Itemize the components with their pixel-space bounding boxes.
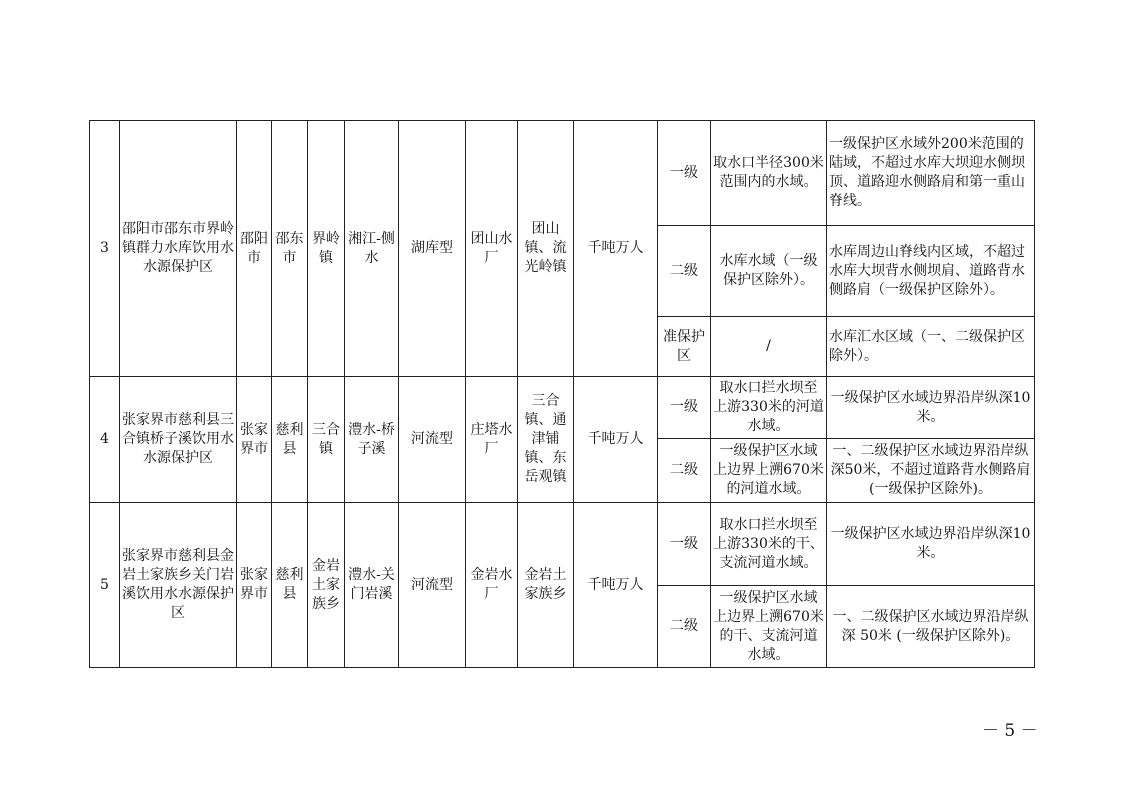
zone-land-area: 水库汇水区域（一、二级保护区除外）。 xyxy=(827,317,1035,377)
source-type: 河流型 xyxy=(399,503,466,668)
zone-land-area: 一级保护区水域边界沿岸纵深10米。 xyxy=(827,377,1035,439)
zone-level: 一级 xyxy=(658,121,711,226)
source-name: 张家界市慈利县三合镇桥子溪饮用水水源保护区 xyxy=(120,377,237,503)
source-name: 张家界市慈利县金岩土家族乡关门岩溪饮用水水源保护区 xyxy=(120,503,237,668)
town: 金岩土家族乡 xyxy=(308,503,345,668)
scale: 千吨万人 xyxy=(574,503,658,668)
source-type: 湖库型 xyxy=(399,121,466,377)
zone-land-area: 一、二级保护区水域边界沿岸纵深 50米 (一级保护区除外)。 xyxy=(827,586,1035,668)
table-row xyxy=(90,121,1035,226)
water-plant: 团山水厂 xyxy=(466,121,518,377)
zone-water-area: 取水口拦水坝至上游330米的干、支流河道水域。 xyxy=(711,503,827,586)
county: 慈利县 xyxy=(272,503,308,668)
zone-land-area: 一级保护区水域外200米范围的陆域，不超过水库大坝迎水侧坝顶、道路迎水侧路肩和第一重山脊线。 xyxy=(827,121,1035,226)
source-name: 邵阳市邵东市界岭镇群力水库饮用水水源保护区 xyxy=(120,121,237,377)
town: 三合镇 xyxy=(308,377,345,503)
zone-level: 一级 xyxy=(658,377,711,439)
supply-area: 团山镇、流光岭镇 xyxy=(518,121,574,377)
zone-level: 一级 xyxy=(658,503,711,586)
river: 澧水-桥子溪 xyxy=(345,377,399,503)
zone-land-area: 水库周边山脊线内区域，不超过水库大坝背水侧坝肩、道路背水侧路肩（一级保护区除外）。 xyxy=(827,226,1035,317)
town: 界岭镇 xyxy=(308,121,345,377)
city: 张家界市 xyxy=(237,503,272,668)
scale: 千吨万人 xyxy=(574,377,658,503)
row-number: 4 xyxy=(90,377,120,503)
page-number: － 5 － xyxy=(982,721,1038,741)
river: 湘江-侧水 xyxy=(345,121,399,377)
water-plant: 庄塔水厂 xyxy=(466,377,518,503)
zone-level: 二级 xyxy=(658,226,711,317)
zone-land-area: 一级保护区水域边界沿岸纵深10米。 xyxy=(827,503,1035,586)
county: 慈利县 xyxy=(272,377,308,503)
city: 张家界市 xyxy=(237,377,272,503)
table-row xyxy=(90,377,1035,439)
zone-water-area: 取水口半径300米范围内的水域。 xyxy=(711,121,827,226)
supply-area: 三合镇、通津铺镇、东岳观镇 xyxy=(518,377,574,503)
scale: 千吨万人 xyxy=(574,121,658,377)
zone-water-area: / xyxy=(711,317,827,377)
zone-level: 准保护区 xyxy=(658,317,711,377)
county: 邵东市 xyxy=(272,121,308,377)
city: 邵阳市 xyxy=(237,121,272,377)
protection-zone-table xyxy=(89,120,1035,668)
zone-level: 二级 xyxy=(658,586,711,668)
supply-area: 金岩土家族乡 xyxy=(518,503,574,668)
source-type: 河流型 xyxy=(399,377,466,503)
zone-water-area: 一级保护区水域上边界上溯670米的河道水域。 xyxy=(711,439,827,503)
zone-level: 二级 xyxy=(658,439,711,503)
zone-water-area: 一级保护区水域上边界上溯670米的干、支流河道水域。 xyxy=(711,586,827,668)
river: 澧水-关门岩溪 xyxy=(345,503,399,668)
zone-land-area: 一、二级保护区水域边界沿岸纵深50米，不超过道路背水侧路肩(一级保护区除外)。 xyxy=(827,439,1035,503)
water-plant: 金岩水厂 xyxy=(466,503,518,668)
zone-water-area: 取水口拦水坝至上游330米的河道水域。 xyxy=(711,377,827,439)
row-number: 3 xyxy=(90,121,120,377)
table-row xyxy=(90,503,1035,586)
zone-water-area: 水库水域（一级保护区除外）。 xyxy=(711,226,827,317)
row-number: 5 xyxy=(90,503,120,668)
